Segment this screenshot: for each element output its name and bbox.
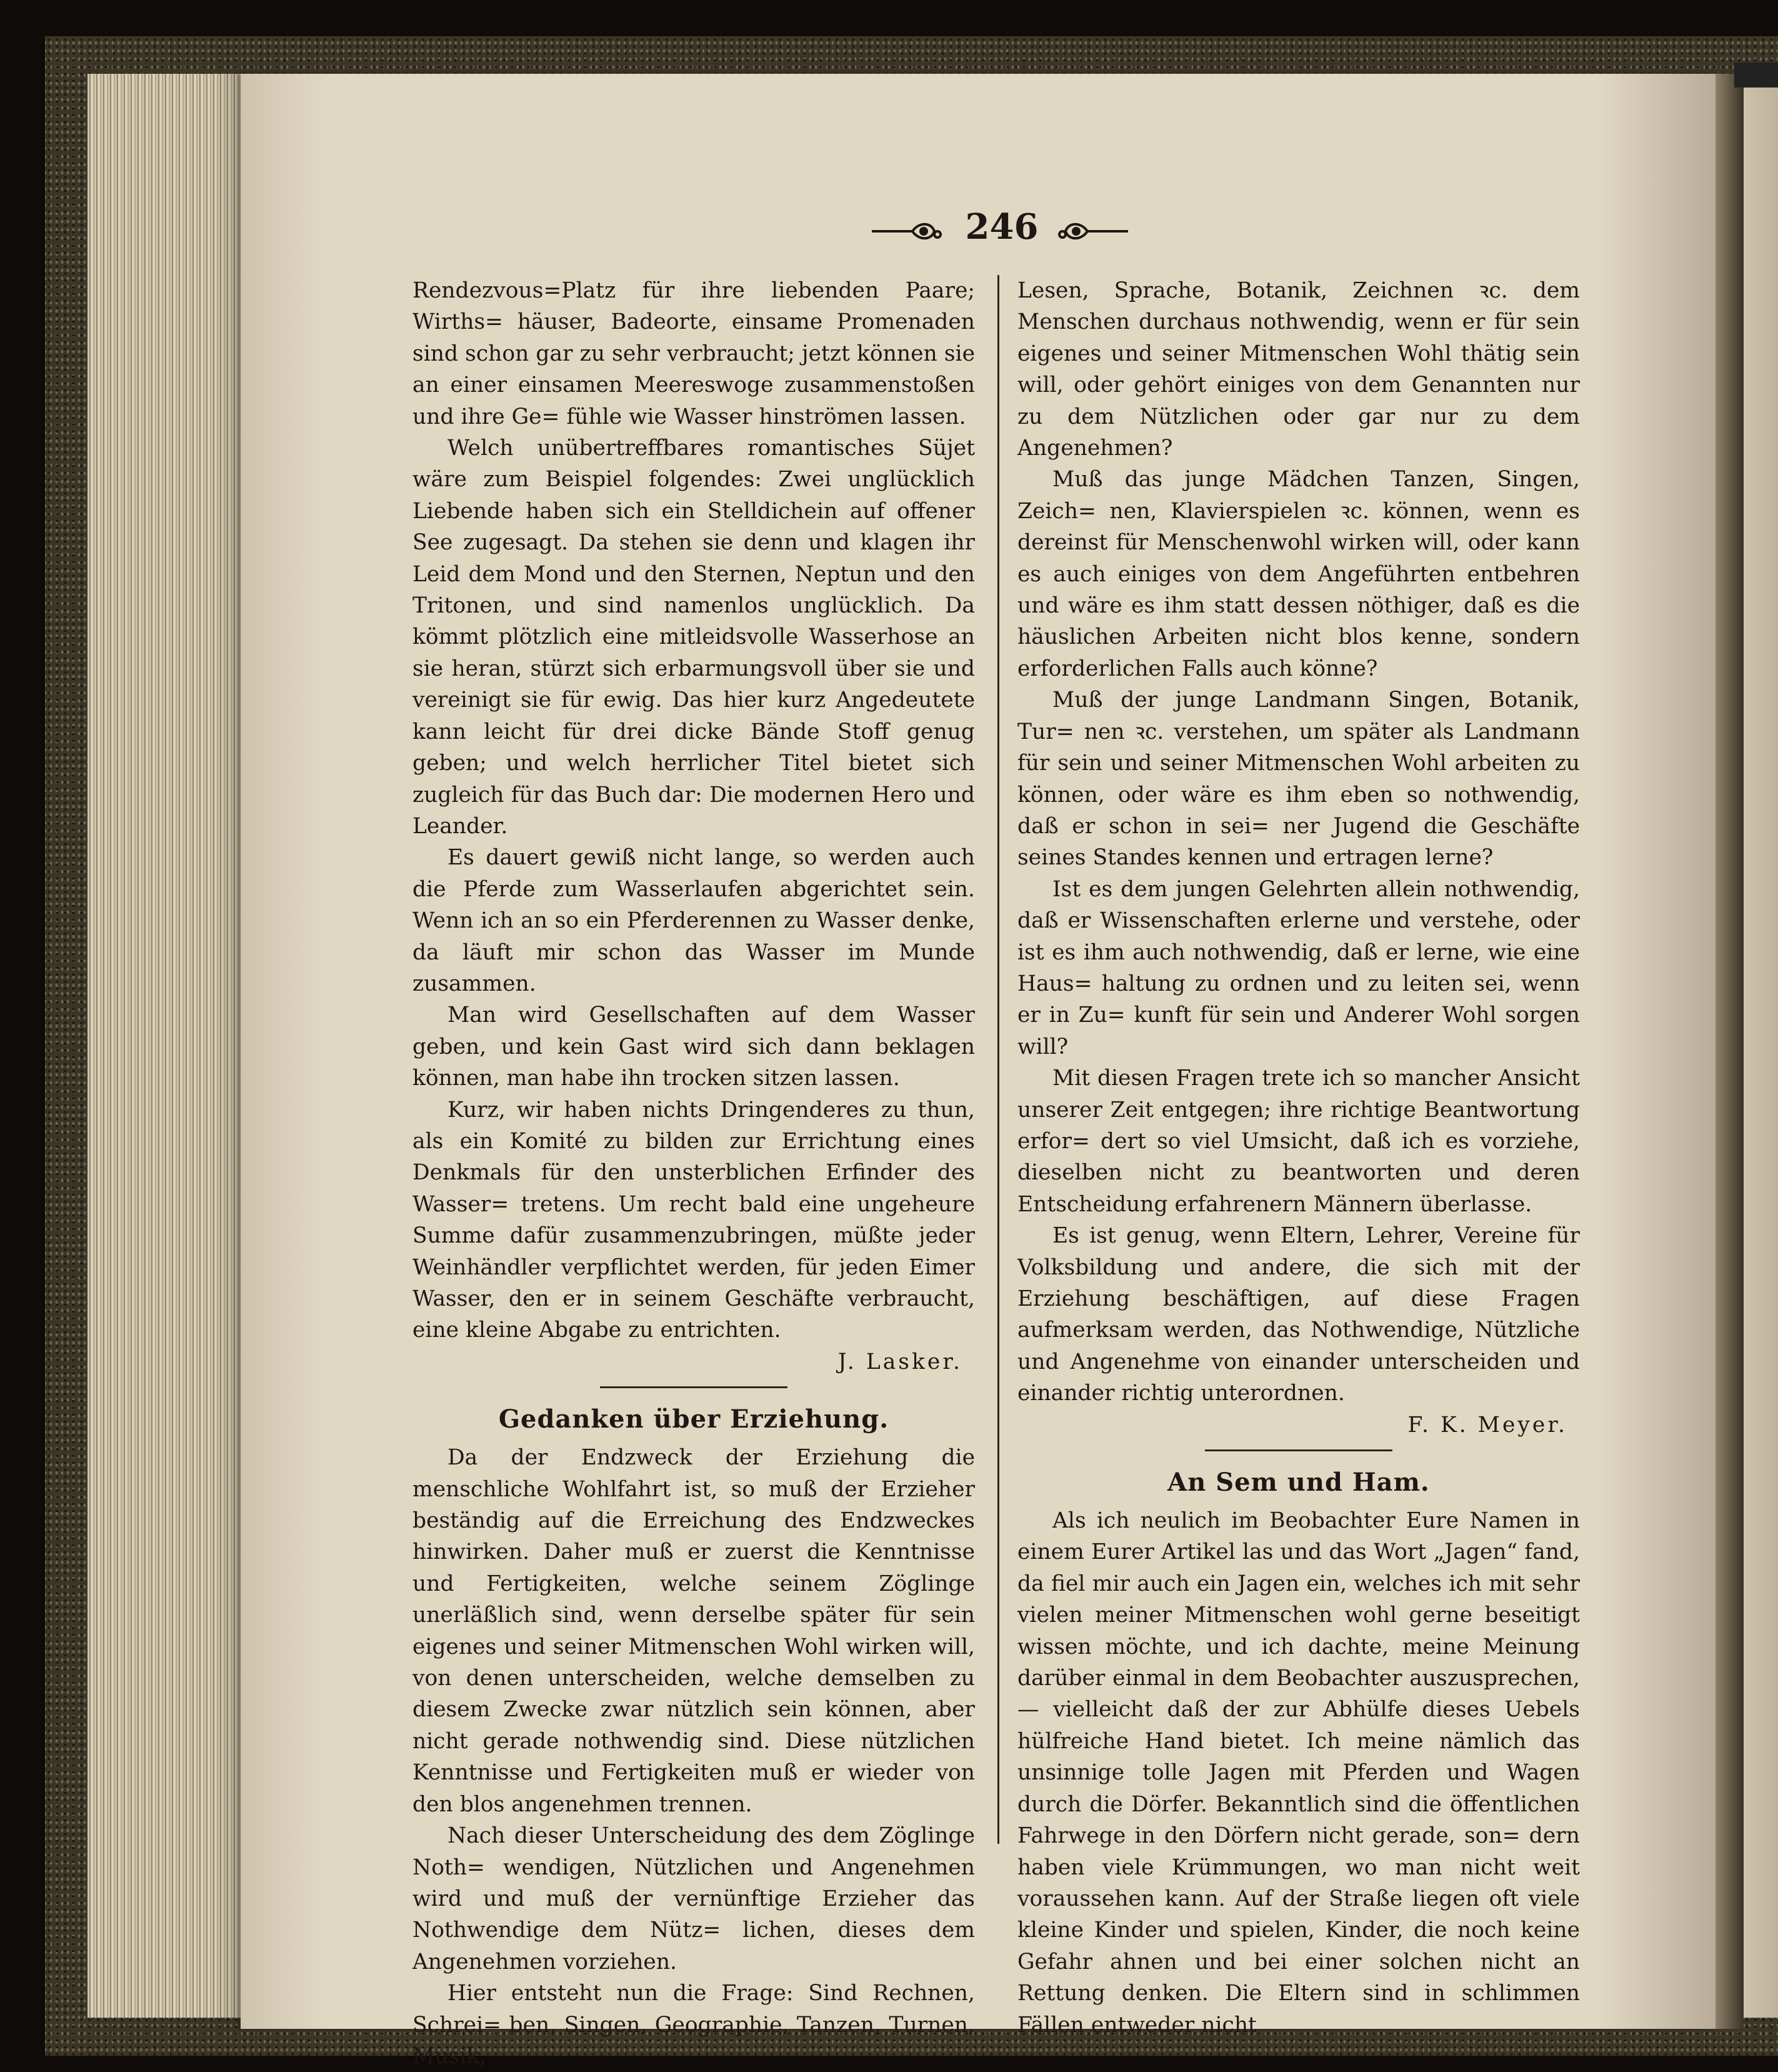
paragraph: Ist es dem jungen Gelehrten allein nothwendig, daß er Wissenschaften erlerne und verstehe, oder ist es ihm auch nothwendig, daß er lerne, wie eine Haus= haltung zu ordnen und zu leiten sei, wenn er in Zu= kunft für sein und Anderer Wohl sorgen will? [1017,876,1580,1059]
article-heading: Gedanken über Erziehung. [498,1404,889,1434]
section-rule [600,1386,787,1388]
paragraph: Man wird Gesellschaften auf dem Wasser geben, und kein Gast wird sich dann beklagen können, man habe ihn trocken sitzen lassen. [412,1003,975,1091]
facing-page-edge [1744,80,1778,2018]
paragraph: Welch unübertreffbares romantisches Süjet wäre zum Beispiel folgendes: Zwei unglücklich Liebende haben sich ein Stelldichein auf offener See zugesagt. Da stehen sie denn und klagen ihr Leid dem Mond und den Sternen, Neptun und den Tritonen, und sind namenlos unglücklich. Da kömmt plötzlich eine mitleidsvolle Wasserhose an sie heran, stürzt sich erbarmungsvoll über sie und vereinigt sie für ewig. Das hier kurz Angedeutete kann leicht für drei dicke Bände Stoff genug geben; und welch herrlicher Titel bietet sich zugleich für das Buch dar: Die modernen Hero und Leander. [412,436,975,839]
author-signature: F. K. Meyer. [1407,1412,1567,1438]
paragraph: Es ist genug, wenn Eltern, Lehrer, Vereine für Volksbildung und andere, die sich mit der Erziehung beschäftigen, auf diese Fragen aufmerksam werden, das Nothwendige, Nützliche und Angenehme von einander unterscheiden und einander richtig unterordnen. [1017,1223,1580,1406]
paragraph: Rendezvous=Platz für ihre liebenden Paare; Wirths= häuser, Badeorte, einsame Promenaden sind schon gar zu sehr verbraucht; jetzt können sie an einer einsamen Meereswoge zusammenstoßen und ihre Ge= fühle wie Wasser hinströmen lassen. [412,278,975,429]
paragraph: Als ich neulich im Beobachter Eure Namen in einem Eurer Artikel las und das Wort „Jagen“ fand, da fiel mir auch ein Jagen ein, welches ich mit sehr vielen meiner Mitmenschen wohl gerne beseitigt wissen möchte, und ich dachte, meine Meinung darüber einmal in dem Beobachter auszusprechen, — vielleicht daß der zur Abhülfe dieses Uebels hülfreiche Hand bietet. Ich meine nämlich das unsinnige tolle Jagen mit Pferden und Wagen durch die Dörfer. Bekanntlich sind die öffentlichen Fahrwege in den Dörfern nicht gerade, son= dern haben viele Krümmungen, wo man nicht weit voraussehen kann. Auf der Straße liegen oft viele kleine Kinder und spielen, Kinder, die noch keine Gefahr ahnen und bei einer solchen nicht an Rettung denken. Die Eltern sind in schlimmen Fällen entweder nicht [1017,1508,1580,2038]
page-number: 246 [965,206,1039,248]
column-divider [997,275,999,1844]
left-column [412,275,975,2072]
paragraph: Es dauert gewiß nicht lange, so werden auch die Pferde zum Wasserlaufen abgerichtet sein. Wenn ich an so ein Pferderennen zu Wasser denke, da läuft mir schon das Wasser im Munde zusammen. [412,845,975,996]
paragraph: Kurz, wir haben nichts Dringenderes zu thun, als ein Komité zu bilden zur Errichtung eines Denkmals für den unsterblichen Erfinder des Wasser= tretens. Um recht bald eine ungeheure Summe dafür zusammenzubringen, müßte jeder Weinhändler verpflichtet werden, für jeden Eimer Wasser, den er in seinem Geschäfte verbraucht, eine kleine Abgabe zu entrichten. [412,1097,975,1343]
paragraph: Lesen, Sprache, Botanik, Zeichnen ꝛc. dem Menschen durchaus nothwendig, wenn er für sein eigenes und seiner Mitmenschen Wohl thätig sein will, oder gehört einiges von dem Genannten nur zu dem Nützlichen oder gar nur zu dem Angenehmen? [1017,278,1580,461]
paragraph: Mit diesen Fragen trete ich so mancher Ansicht unserer Zeit entgegen; ihre richtige Beantwortung erfor= dert so viel Umsicht, daß ich es vorziehe, dieselben nicht zu beantworten und deren Entscheidung erfahrenern Männern überlasse. [1017,1066,1580,1217]
section-rule [1205,1449,1392,1451]
article-heading: An Sem und Ham. [1167,1468,1430,1498]
paragraph: Muß der junge Landmann Singen, Botanik, Tur= nen ꝛc. verstehen, um später als Landmann für sein und seiner Mitmenschen Wohl arbeiten zu können, oder wäre es ihm eben so nothwendig, daß er schon in sei= ner Jugend die Geschäfte seines Standes kennen und ertragen lerne? [1017,688,1580,871]
left-ornament-icon [869,219,944,244]
book-gutter [1716,74,1744,2029]
right-ornament-icon [1056,219,1131,244]
paragraph: Hier entsteht nun die Frage: Sind Rechnen, Schrei= ben, Singen, Geographie, Tanzen, Turnen, Musik, [412,1981,975,2069]
right-column [1017,275,1580,2041]
paragraph: Muß das junge Mädchen Tanzen, Singen, Zeich= nen, Klavierspielen ꝛc. können, wenn es dereinst für Menschenwohl wirken will, oder kann es auch einiges von dem Angeführten entbehren und wäre es ihm statt dessen nöthiger, daß es die häuslichen Arbeiten nicht blos kenne, sondern erforderlichen Falls auch könne? [1017,467,1580,681]
paragraph: Da der Endzweck der Erziehung die menschliche Wohlfahrt ist, so muß der Erzieher beständig auf die Erreichung des Endzweckes hinwirken. Daher muß er zuerst die Kenntnisse und Fertigkeiten, welche seinem Zöglinge unerläßlich sind, wenn derselbe später für sein eigenes und seiner Mitmenschen Wohl wirken will, von denen unterscheiden, welche demselben zu diesem Zwecke zwar nützlich sein können, aber nicht gerade nothwendig sind. Diese nützlichen Kenntnisse und Fertigkeiten muß er wieder von den blos angenehmen trennen. [412,1445,975,1817]
author-signature: J. Lasker. [837,1349,962,1374]
spine-top [1734,63,1778,88]
page-header [869,206,1131,250]
paragraph: Nach dieser Unterscheidung des dem Zöglinge Noth= wendigen, Nützlichen und Angenehmen wird und muß der vernünftige Erzieher das Nothwendige dem Nütz= lichen, dieses dem Angenehmen vorziehen. [412,1823,975,1974]
